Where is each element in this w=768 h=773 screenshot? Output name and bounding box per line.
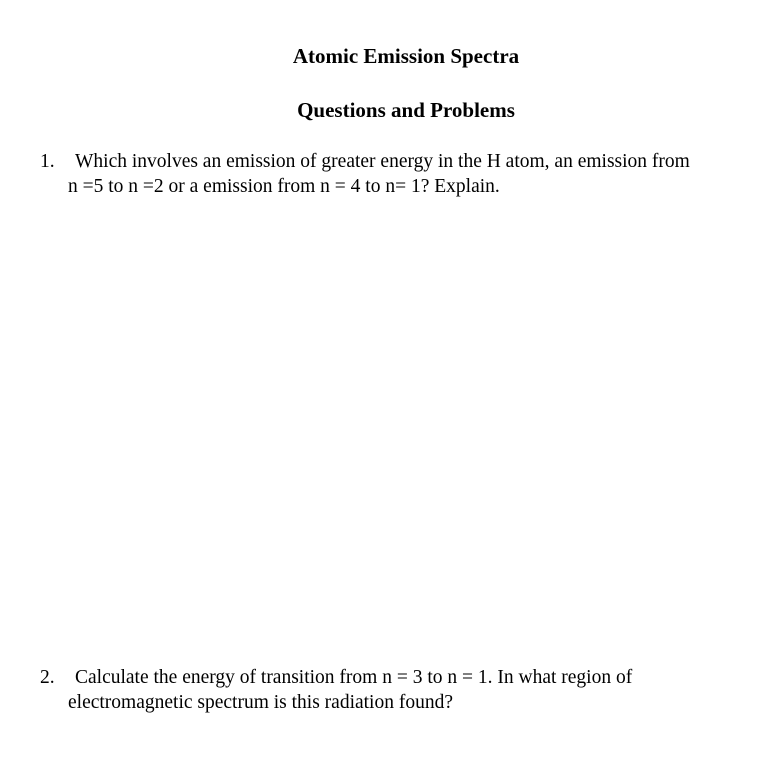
question-2-text-line-1: Calculate the energy of transition from n = 3 to n = 1. In what region of bbox=[75, 667, 633, 688]
question-2-number: 2. bbox=[40, 667, 55, 688]
question-1-number: 1. bbox=[40, 151, 55, 172]
question-1-text-line-1: Which involves an emission of greater energy in the H atom, an emission from bbox=[75, 151, 690, 172]
question-1-text-line-2: n =5 to n =2 or a emission from n = 4 to n= 1? Explain. bbox=[68, 176, 500, 197]
document-title: Atomic Emission Spectra bbox=[292, 44, 520, 68]
document-subtitle: Questions and Problems bbox=[297, 98, 515, 122]
question-2-text-line-2: electromagnetic spectrum is this radiation found? bbox=[68, 692, 454, 713]
